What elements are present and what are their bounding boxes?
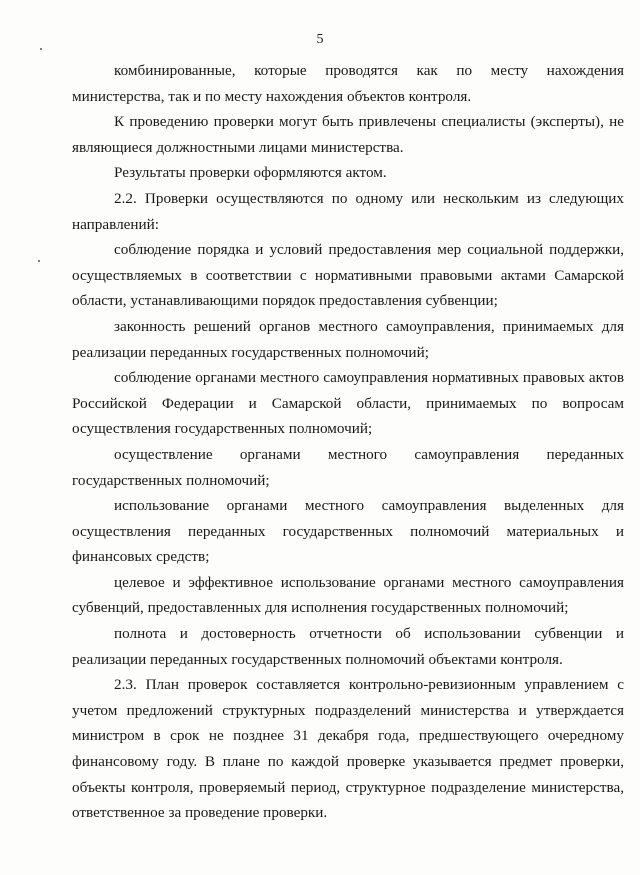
section-2-3-paragraph: 2.3. План проверок составляется контрольно-ревизионным управлением с учетом предложений структурных подразделений министерства и утверждается министром в срок не позднее 31 декабря года, предшествующего очередному финансовому году. В плане по каждой проверке указывается предмет проверки, объекты контроля, проверяемый период, структурное подразделение министерства, ответственное за проведение проверки. <box>72 676 624 822</box>
scan-speck <box>40 48 42 50</box>
scan-speck <box>38 260 40 262</box>
paragraph: К проведению проверки могут быть привлечены специалисты (эксперты), не являющиеся должностными лицами министерства. <box>72 113 624 156</box>
list-item: соблюдение органами местного самоуправления нормативных правовых актов Российской Федерации и Самарской области, принимаемых по вопросам осуществления государственных полномочий; <box>72 369 624 438</box>
paragraph: Результаты проверки оформляются актом. <box>114 164 387 182</box>
list-item: законность решений органов местного самоуправления, принимаемых для реализации переданных государственных полномочий; <box>72 317 624 361</box>
paragraph: комбинированные, которые проводятся как по месту нахождения министерства, так и по месту нахождения объектов контроля. <box>72 62 624 105</box>
list-item: целевое и эффективное использование органами местного самоуправления субвенций, предоставленных для исполнения государственных полномочий; <box>72 573 624 617</box>
list-item: полнота и достоверность отчетности об использовании субвенции и реализации переданных государственных полномочий объектами контроля. <box>72 625 624 668</box>
document-body <box>72 58 624 826</box>
page-number: 5 <box>316 32 324 47</box>
list-item: осуществление органами местного самоуправления переданных государственных полномочий; <box>72 445 624 489</box>
list-item: использование органами местного самоуправления выделенных для осуществления переданных государственных полномочий материальных и финансовых средств; <box>72 497 624 566</box>
section-2-2-paragraph: 2.2. Проверки осуществляются по одному или нескольким из следующих направлений: <box>72 189 624 233</box>
list-item: соблюдение порядка и условий предоставления мер социальной поддержки, осуществляемых в соответствии с нормативными правовыми актами Самарской области, устанавливающими порядок предоставления субвенции; <box>72 241 624 310</box>
